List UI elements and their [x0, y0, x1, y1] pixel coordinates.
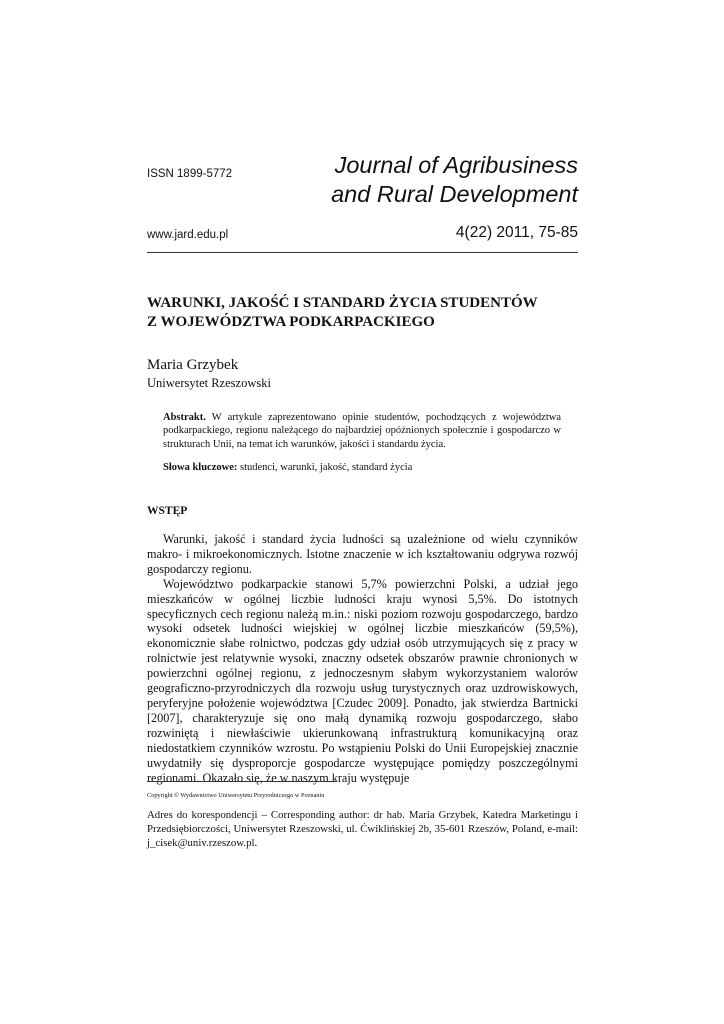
body-paragraph: Warunki, jakość i standard życia ludności są uzależnione od wielu czynników makro- i mikroekonomicznych. Istotne znaczenie w ich kształtowaniu odgrywa rozwój gospodarczy regionu.: [147, 532, 578, 576]
issue-info: 4(22) 2011, 75-85: [455, 224, 578, 241]
article-title-line-2: Z WOJEWÓDZTWA PODKARPACKIEGO: [147, 314, 435, 330]
section-heading: WSTĘP: [147, 505, 188, 517]
abstract-label: Abstrakt.: [163, 412, 206, 423]
copyright-notice: Copyright © Wydawnictwo Uniwersytetu Przyrodniczego w Poznaniu: [147, 792, 325, 799]
correspondence-note: [147, 808, 578, 850]
author-affiliation: Uniwersytet Rzeszowski: [147, 376, 271, 390]
correspondence-text: Adres do korespondencji – Corresponding author: dr hab. Maria Grzybek, Katedra Marketingu i Przedsiębiorczości, Uniwersytet Rzeszowski, ul. Ćwiklińskiej 2b, 35-601 Rzeszów, Poland, e-mail: j_cisek@univ.rzeszow.pl.: [147, 809, 578, 849]
article-title-line-1: WARUNKI, JAKOŚĆ I STANDARD ŻYCIA STUDENTÓW: [147, 295, 538, 311]
journal-title: [326, 151, 578, 209]
keywords-text: studenci, warunki, jakość, standard życia: [237, 462, 413, 473]
issn: ISSN 1899-5772: [147, 168, 233, 180]
journal-title-line-2: and Rural Development: [331, 181, 578, 207]
keywords-label: Słowa kluczowe:: [163, 462, 238, 473]
body-text: [147, 532, 578, 785]
header-rule: [147, 252, 578, 253]
journal-title-line-1: Journal of Agribusiness: [334, 152, 578, 178]
abstract-text: W artykule zaprezentowano opinie studentów, pochodzących z województwa podkarpackiego, regionu należącego do najbardziej opóźnionych społecznie i gospodarczo w strukturach Unii, na temat ich warunków, jakości i standardu życia.: [163, 412, 561, 450]
keywords: [163, 461, 561, 474]
article-title: [147, 294, 578, 332]
abstract: [163, 411, 561, 451]
journal-website: www.jard.edu.pl: [147, 229, 229, 241]
body-paragraph: Województwo podkarpackie stanowi 5,7% powierzchni Polski, a udział jego mieszkańców w ogólnej liczbie ludności kraju wynosi 5,5%. Do istotnych specyficznych cech regionu należą m.in.: niski poziom rozwoju gospodarczego, bardzo wysoki odsetek ludności wiejskiej w ogólnej liczbie mieszkańców (59,5%), ekonomicznie słabe rolnictwo, podczas gdy udział osób utrzymujących się z pracy w rolnictwie jest relatywnie wysoki, znaczny odsetek obszarów prawnie chronionych w powierzchni ogólnej regionu, z jednoczesnym słabym wykorzystaniem walorów geograficzno-przyrodniczych dla rozwoju usług turystycznych oraz uzdrowiskowych, peryferyjne położenie województwa [Czudec 2009]. Ponadto, jak stwierdza Bartnicki [2007], charakteryzuje się ono małą dynamiką rozwoju gospodarczego, słabo rozwiniętą i niewłaściwie ukierunkowaną infrastrukturą komunikacyjną oraz niedostatkiem czynników wzrostu. Po wstąpieniu Polski do Unii Europejskiej znacznie uwydatniły się dysproporcje gospodarcze występujące pomiędzy poszczególnymi regionami. Okazało się, że w naszym kraju występuje: [147, 576, 578, 785]
footnote-rule: [147, 781, 337, 782]
author-name: Maria Grzybek: [147, 357, 239, 373]
